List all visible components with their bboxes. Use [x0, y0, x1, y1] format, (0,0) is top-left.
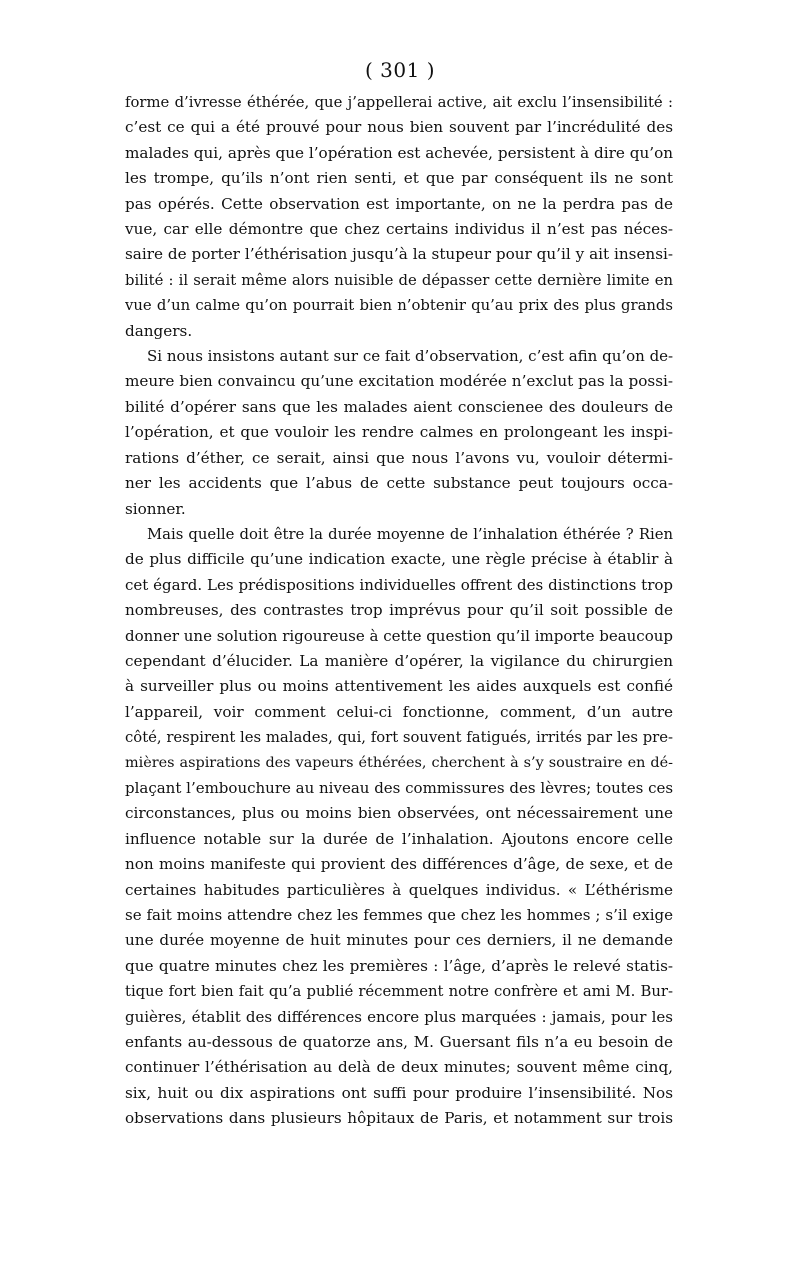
paragraph-1	[125, 90, 673, 344]
text-line: que quatre minutes chez les premières : l’âge, d’après le relevé statis-	[125, 956, 673, 975]
text-line: vue d’un calme qu’on pourrait bien n’obtenir qu’au prix des plus grands	[125, 297, 673, 315]
page-number: ( 301 )	[365, 58, 435, 82]
text-line: ner les accidents que l’abus de cette substance peut toujours occa-	[125, 474, 673, 493]
text-line: à surveiller plus ou moins attentivement les aides auxquels est confié	[125, 677, 673, 696]
text-line: les trompe, qu’ils n’ont rien senti, et que par conséquent ils ne sont	[125, 169, 673, 188]
text-line: certaines habitudes particulières à quelques individus. « L’éthérisme	[125, 880, 673, 899]
text-line: donner une solution rigoureuse à cette question qu’il importe beaucoup	[125, 626, 673, 645]
text-line: enfants au-dessous de quatorze ans, M. Guersant fils n’a eu besoin de	[125, 1033, 673, 1052]
text-line: non moins manifeste qui provient des différences d’âge, de sexe, et de	[125, 855, 673, 874]
text-line: malades qui, après que l’opération est achevée, persistent à dire qu’on	[125, 143, 673, 162]
text-line: de plus difficile qu’une indication exacte, une règle précise à établir à	[125, 550, 673, 569]
text-line: saire de porter l’éthérisation jusqu’à la stupeur pour qu’il y ait insensi-	[125, 245, 673, 264]
text-line: nombreuses, des contrastes trop imprévus pour qu’il soit possible de	[125, 601, 673, 620]
text-line: tique fort bien fait qu’a publié récemment notre confrère et ami M. Bur-	[125, 983, 673, 1001]
text-line: se fait moins attendre chez les femmes que chez les hommes ; s’il exige	[125, 906, 673, 924]
text-line: six, huit ou dix aspirations ont suffi pour produire l’insensibilité. Nos	[125, 1083, 673, 1102]
text-line: pas opérés. Cette observation est importante, on ne la perdra pas de	[125, 194, 673, 213]
text-line: c’est ce qui a été prouvé pour nous bien souvent par l’incrédulité des	[125, 118, 673, 137]
text-line: plaçant l’embouchure au niveau des commissures des lèvres; toutes ces	[125, 778, 673, 797]
text-line: l’opération, et que vouloir les rendre calmes en prolongeant les inspi-	[125, 423, 673, 442]
text-line: circonstances, plus ou moins bien observées, ont nécessairement une	[125, 804, 673, 823]
body-text	[125, 90, 673, 1132]
text-line: une durée moyenne de huit minutes pour ces derniers, il ne demande	[125, 931, 673, 950]
text-line: l’appareil, voir comment celui-ci fonctionne, comment, d’un autre	[125, 702, 673, 721]
text-line: forme d’ivresse éthérée, que j’appellerai active, ait exclu l’insensibilité :	[125, 94, 673, 111]
text-line: bilité d’opérer sans que les malades aient conscienee des douleurs de	[125, 397, 673, 416]
paragraph-2	[125, 344, 673, 522]
text-line: Mais quelle doit être la durée moyenne de l’inhalation éthérée ? Rien	[147, 525, 673, 543]
text-line: Si nous insistons autant sur ce fait d’observation, c’est afin qu’on de-	[147, 347, 673, 366]
text-line: bilité : il serait même alors nuisible de dépasser cette dernière limite en	[125, 271, 673, 289]
text-line: cependant d’élucider. La manière d’opérer, la vigilance du chirurgien	[125, 651, 673, 670]
text-line: dangers.	[125, 321, 193, 340]
text-line: vue, car elle démontre que chez certains individus il n’est pas néces-	[125, 220, 673, 239]
text-line: côté, respirent les malades, qui, fort souvent fatigués, irrités par les pre-	[125, 729, 673, 747]
text-line: rations d’éther, ce serait, ainsi que nous l’avons vu, vouloir détermi-	[125, 448, 673, 467]
text-line: guières, établit des différences encore plus marquées : jamais, pour les	[125, 1007, 673, 1026]
text-line: cet égard. Les prédispositions individuelles offrent des distinctions trop	[125, 575, 673, 594]
text-line: continuer l’éthérisation au delà de deux minutes; souvent même cinq,	[125, 1058, 673, 1077]
text-line: mières aspirations des vapeurs éthérées, cherchent à s’y soustraire en dé-	[125, 754, 673, 771]
text-line: sionner.	[125, 499, 186, 518]
paragraph-3	[125, 522, 673, 1132]
text-line: observations dans plusieurs hôpitaux de Paris, et notamment sur trois	[125, 1109, 673, 1128]
text-line: influence notable sur la durée de l’inhalation. Ajoutons encore celle	[125, 829, 673, 848]
text-line: meure bien convaincu qu’une excitation modérée n’exclut pas la possi-	[125, 372, 673, 391]
